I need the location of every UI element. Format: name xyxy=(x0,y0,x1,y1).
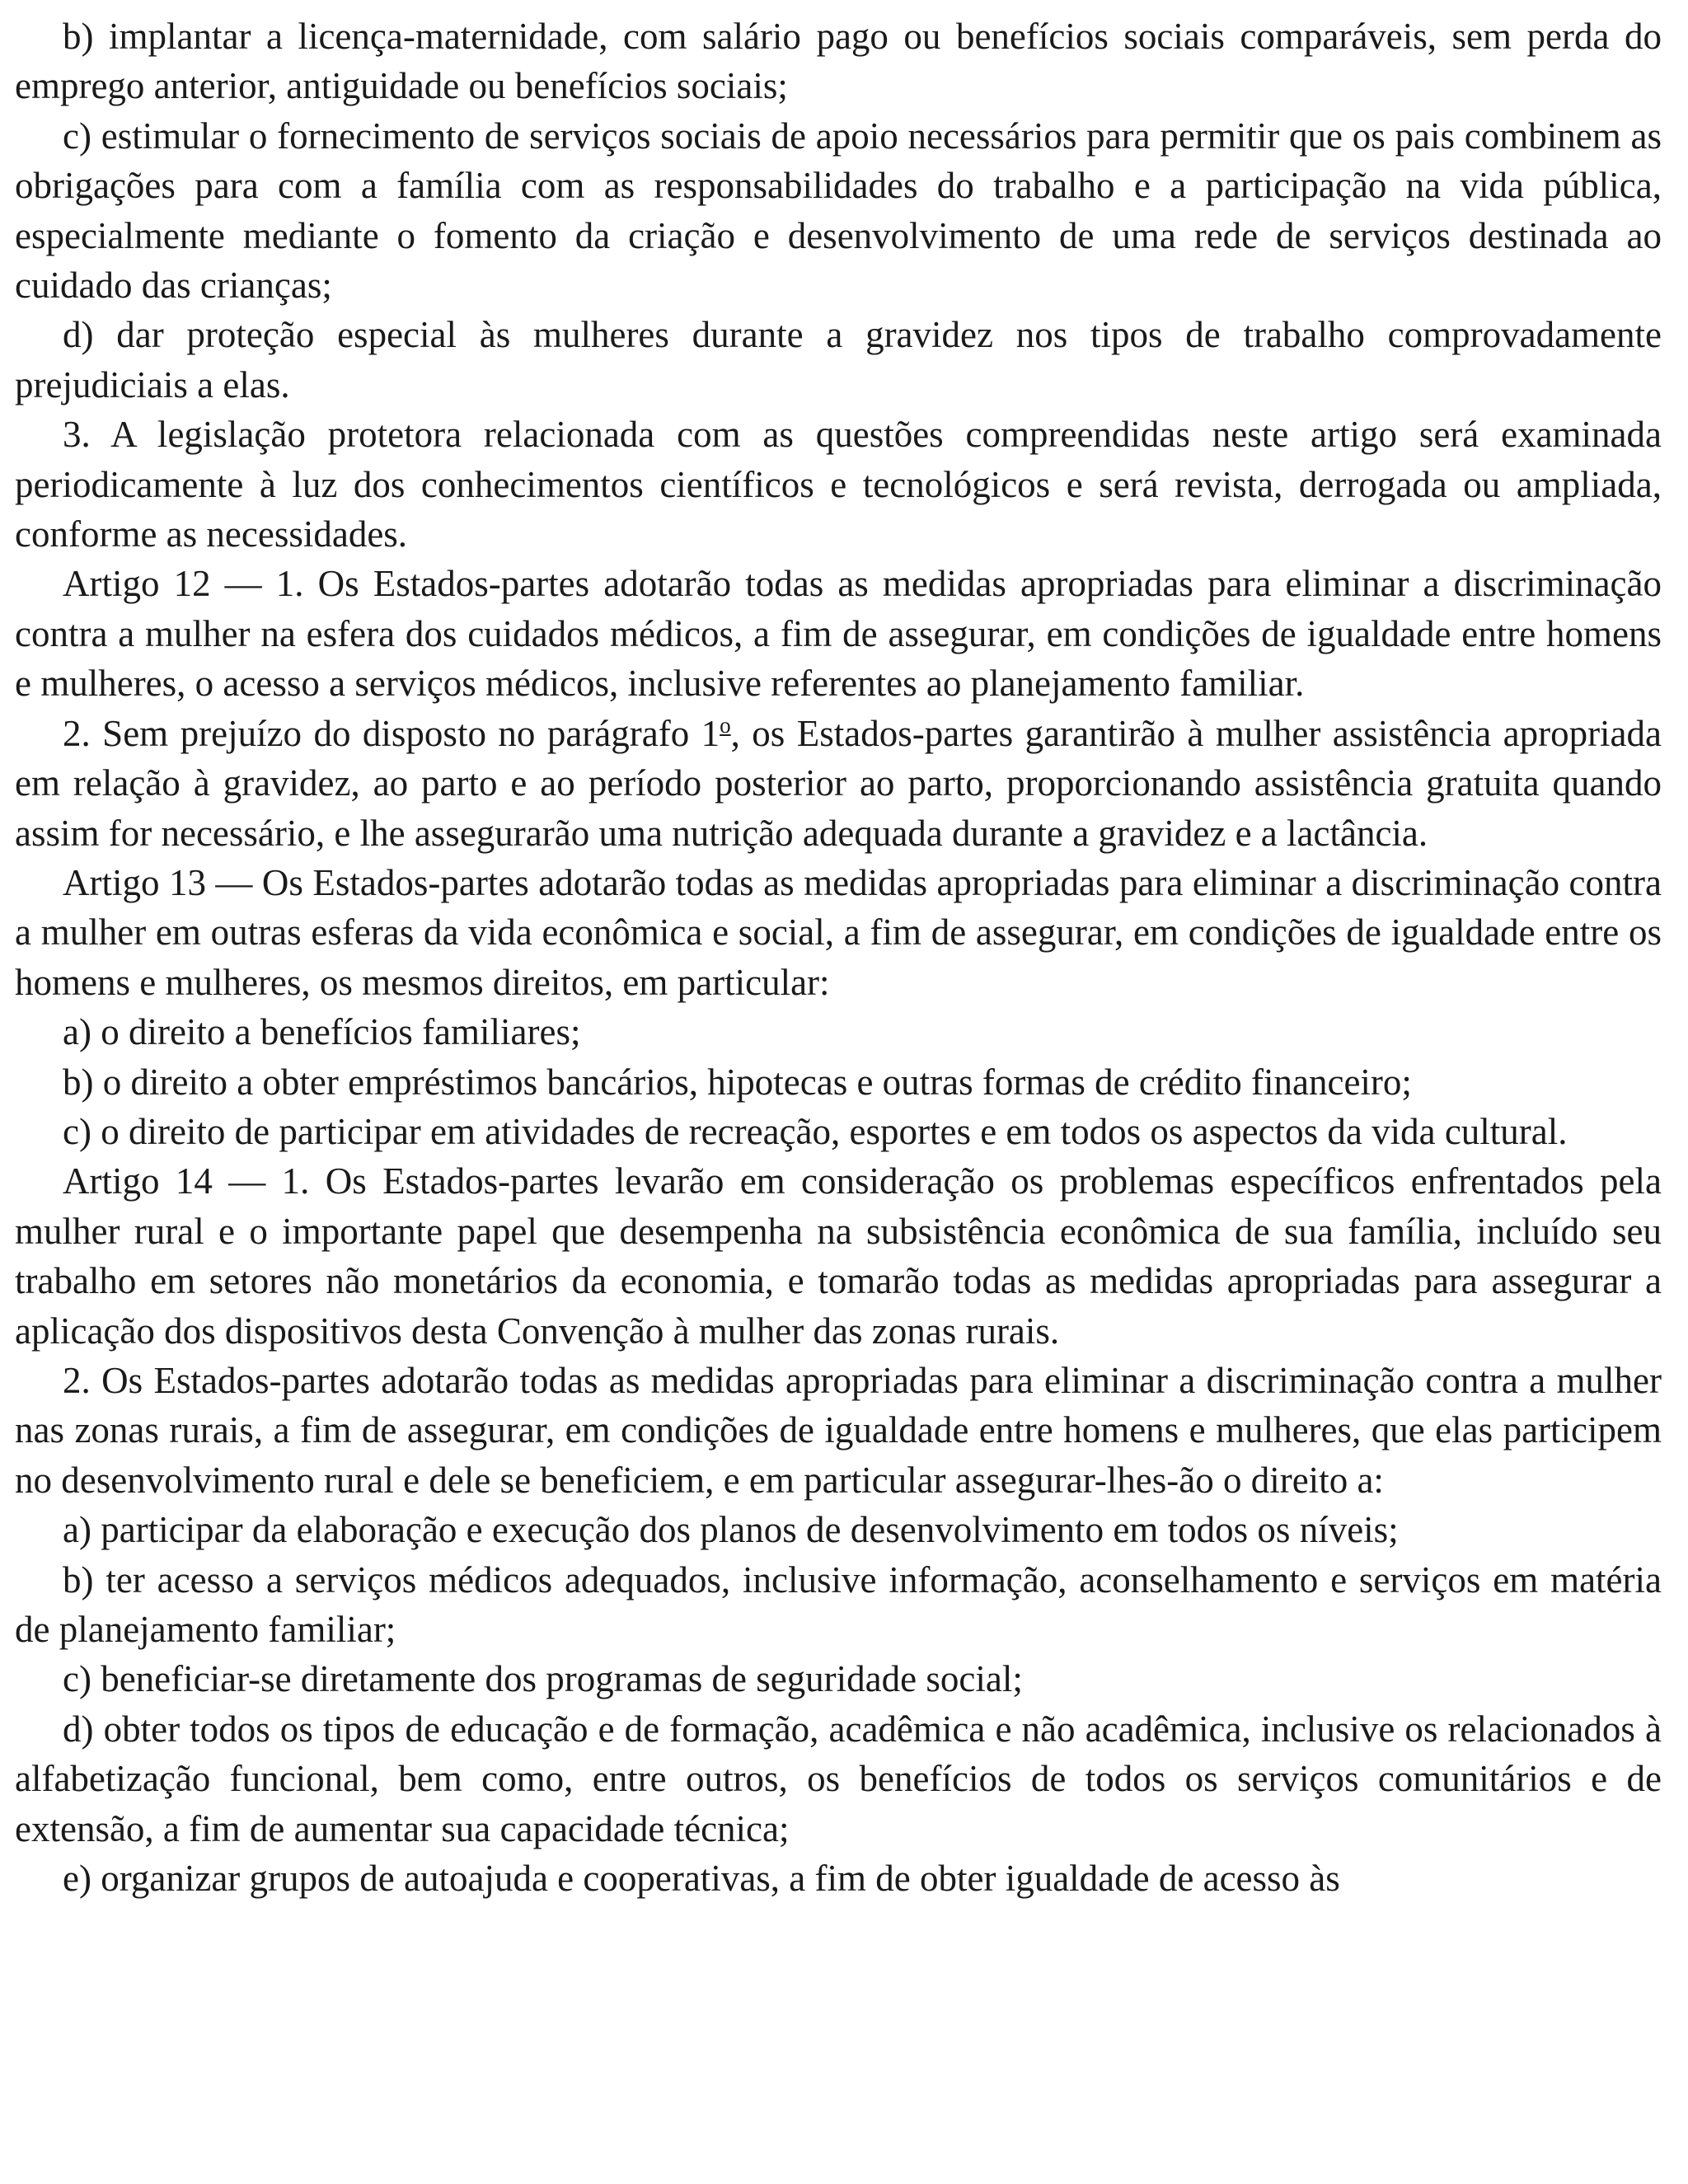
paragraph: e) organizar grupos de autoajuda e cooperativas, a fim de obter igualdade de acesso às xyxy=(63,1858,1340,1900)
paragraph: c) o direito de participar em atividades de recreação, esportes e em todos os aspectos da vida cultural. xyxy=(63,1110,1568,1152)
paragraph: a) o direito a benefícios familiares; xyxy=(63,1011,581,1053)
paragraph: c) beneficiar-se diretamente dos programas de seguridade social; xyxy=(63,1658,1023,1700)
paragraph: b) o direito a obter empréstimos bancários, hipotecas e outras formas de crédito financeiro; xyxy=(63,1061,1412,1103)
document-page xyxy=(15,12,1662,1903)
paragraph: Artigo 14 — 1. Os Estados-partes levarão em consideração os problemas específicos enfrentados pela mulher rural e o importante papel que desempenha na subsistência econômica de sua família, incluído seu trabalho em setores não monetários da economia, e tomarão todas as medidas apropriadas para assegurar a aplicação dos dispositivos desta Convenção à mulher das zonas rurais. xyxy=(15,1160,1662,1352)
paragraph-text: 2. Sem prejuízo do disposto no parágrafo 1 xyxy=(63,712,720,754)
paragraph-text: , os Estados-partes garantirão à mulher assistência apropriada em relação à gravidez, ao parto e ao período posterior ao parto, proporcionando assistência gratuita quando assim for necessário, e lhe assegurarão uma nutrição adequada durante a gravidez e a lactância. xyxy=(15,712,1662,854)
ordinal-superscript: o xyxy=(720,712,731,738)
paragraph: a) participar da elaboração e execução dos planos de desenvolvimento em todos os níveis; xyxy=(63,1509,1399,1551)
paragraph: b) implantar a licença-maternidade, com salário pago ou benefícios sociais comparáveis, sem perda do emprego anterior, antiguidade ou benefícios sociais; xyxy=(15,16,1662,107)
paragraph: d) dar proteção especial às mulheres durante a gravidez nos tipos de trabalho comprovadamente prejudiciais a elas. xyxy=(15,314,1662,405)
paragraph: d) obter todos os tipos de educação e de formação, acadêmica e não acadêmica, inclusive os relacionados à alfabetização funcional, bem como, entre outros, os benefícios de todos os serviços comunitários e de extensão, a fim de aumentar sua capacidade técnica; xyxy=(15,1708,1662,1849)
paragraph: 3. A legislação protetora relacionada com as questões compreendidas neste artigo será examinada periodicamente à luz dos conhecimentos científicos e tecnológicos e será revista, derrogada ou ampliada, conforme as necessidades. xyxy=(15,414,1662,555)
paragraph xyxy=(15,709,1662,858)
paragraph: 2. Os Estados-partes adotarão todas as medidas apropriadas para eliminar a discriminação contra a mulher nas zonas rurais, a fim de assegurar, em condições de igualdade entre homens e mulheres, que elas participem no desenvolvimento rural e dele se beneficiem, e em particular assegurar-lhes-ão o direito a: xyxy=(15,1359,1662,1501)
paragraph: b) ter acesso a serviços médicos adequados, inclusive informação, aconselhamento e serviços em matéria de planejamento familiar; xyxy=(15,1558,1662,1650)
paragraph: Artigo 13 — Os Estados-partes adotarão todas as medidas apropriadas para eliminar a discriminação contra a mulher em outras esferas da vida econômica e social, a fim de assegurar, em condições de igualdade entre os homens e mulheres, os mesmos direitos, em particular: xyxy=(15,861,1662,1003)
paragraph: c) estimular o fornecimento de serviços sociais de apoio necessários para permitir que os pais combinem as obrigações para com a família com as responsabilidades do trabalho e a participação na vida pública, especialmente mediante o fomento da criação e desenvolvimento de uma rede de serviços destinada ao cuidado das crianças; xyxy=(15,115,1662,307)
paragraph: Artigo 12 — 1. Os Estados-partes adotarão todas as medidas apropriadas para eliminar a discriminação contra a mulher na esfera dos cuidados médicos, a fim de assegurar, em condições de igualdade entre homens e mulheres, o acesso a serviços médicos, inclusive referentes ao planejamento familiar. xyxy=(15,563,1662,705)
